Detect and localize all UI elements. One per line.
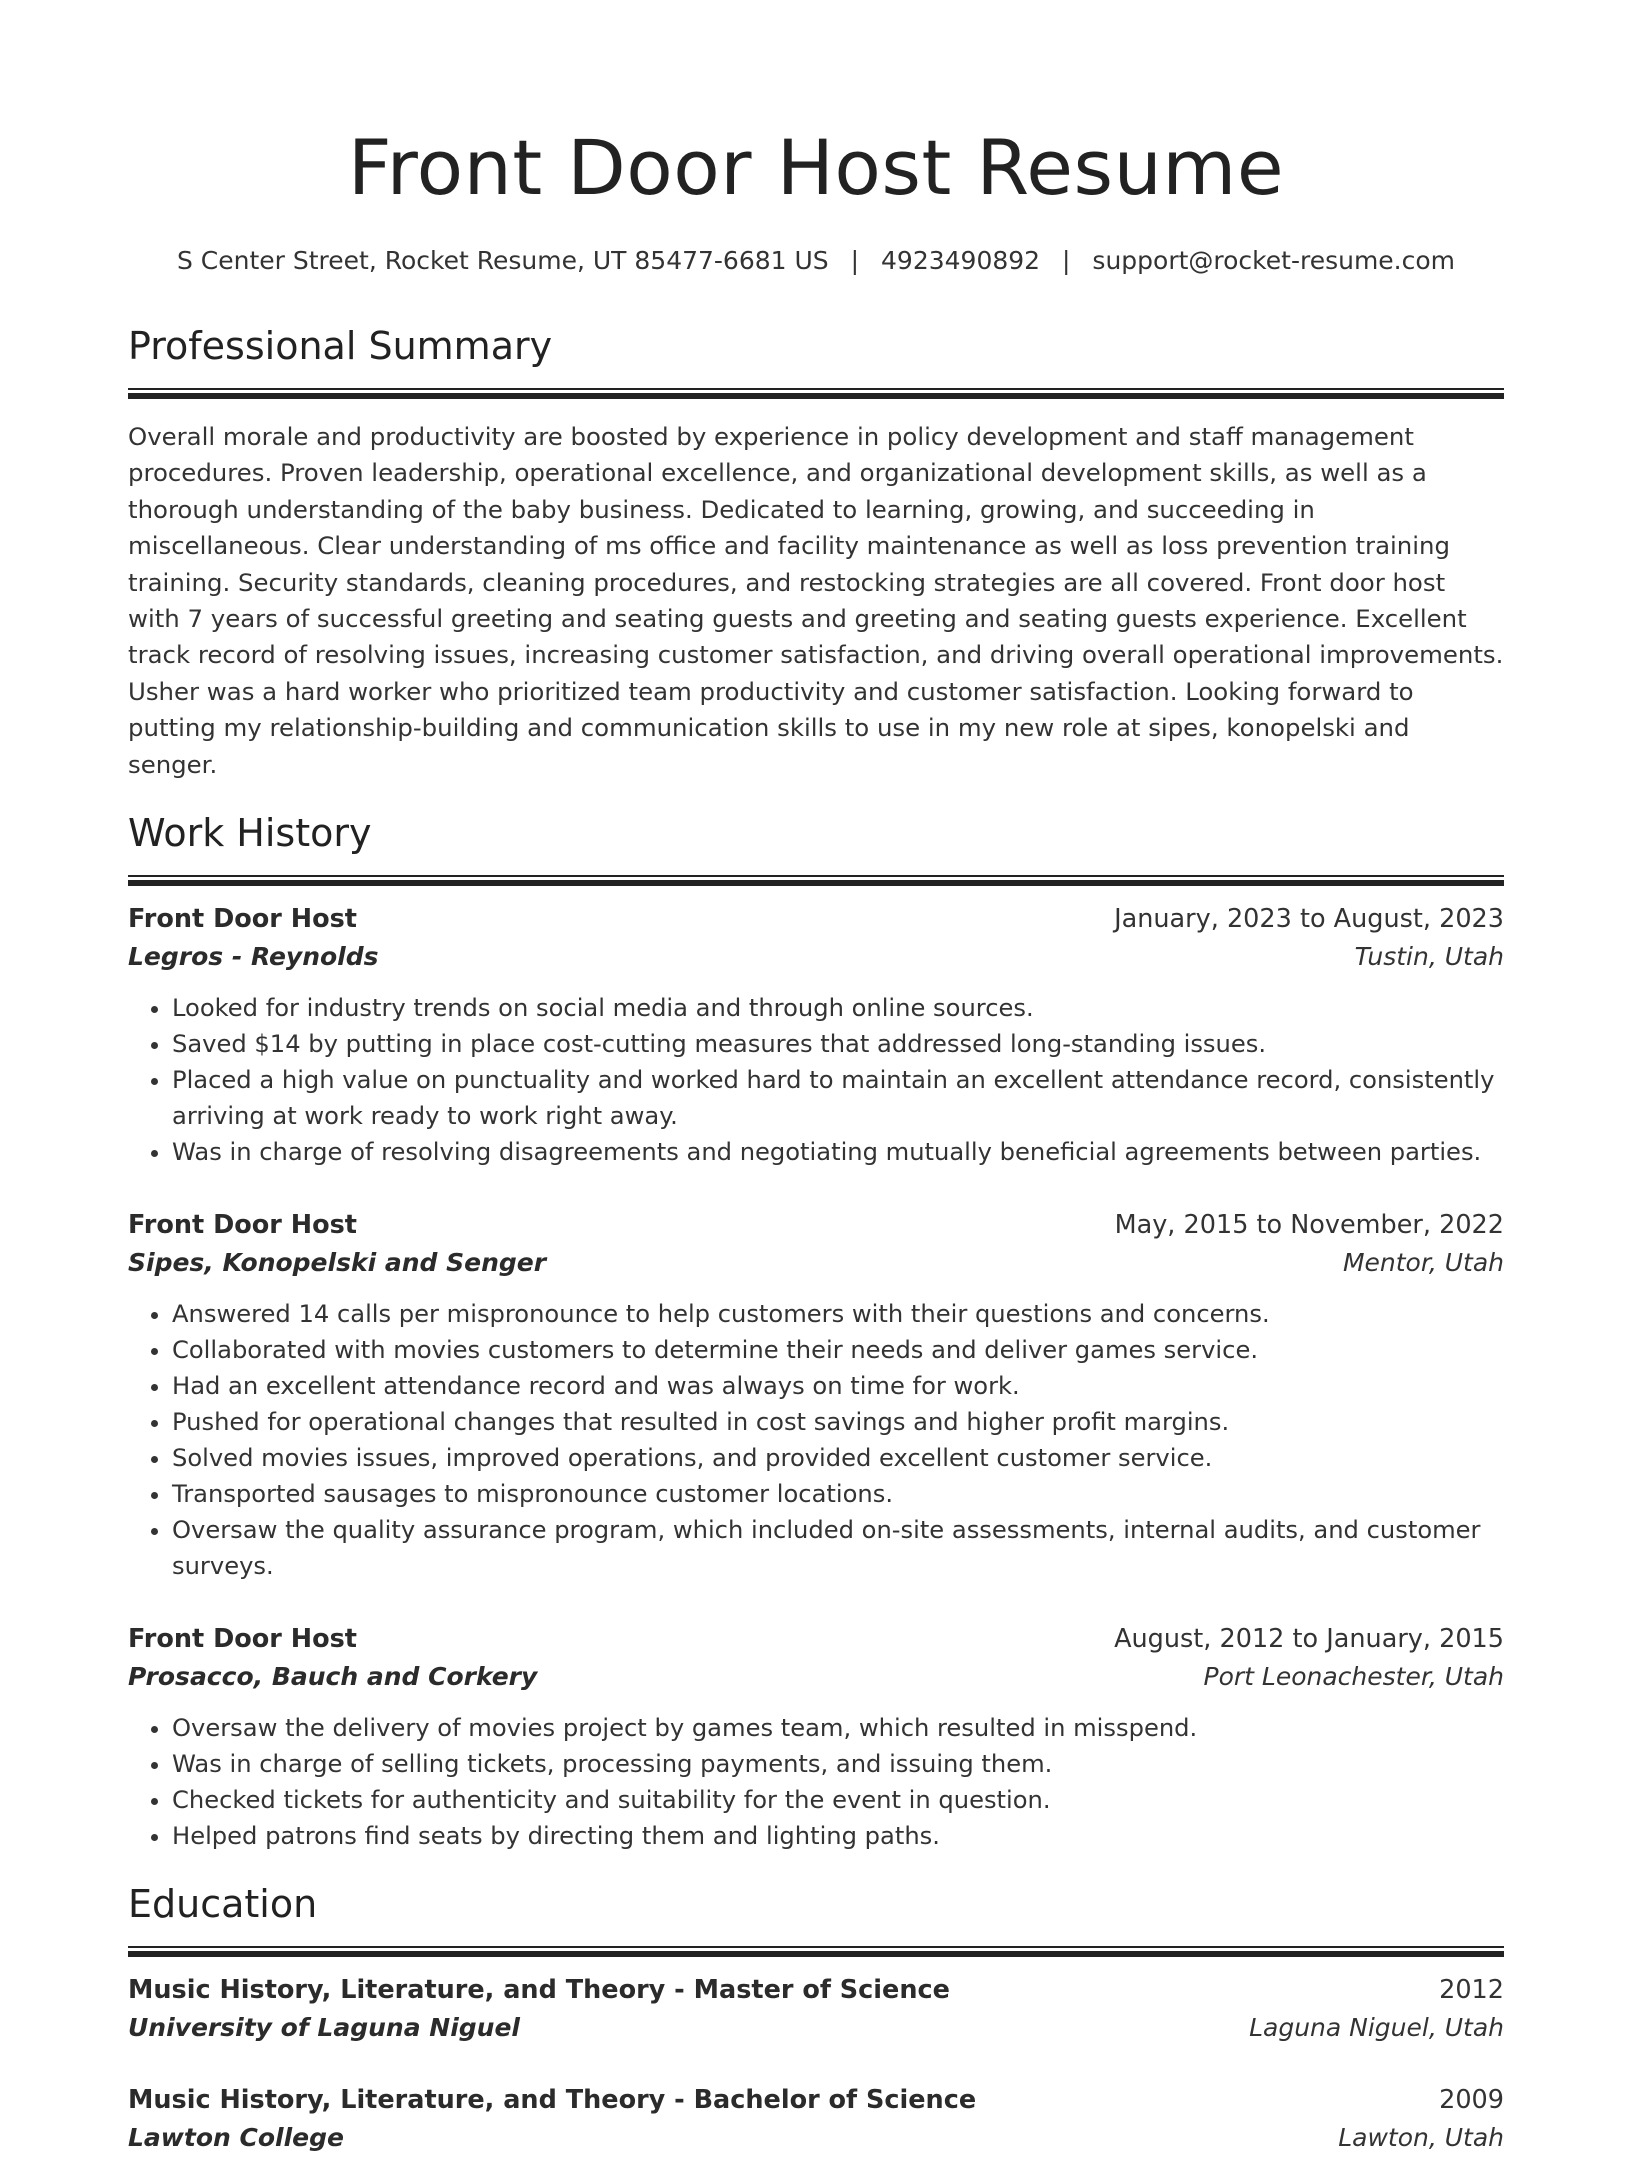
job-bullet: • Transported sausages to mispronounce customer locations. [172,1476,1504,1512]
job-bullets [128,1710,1504,1854]
work-history-section [128,809,1504,1854]
job-bullet: • Helped patrons find seats by directing them and lighting paths. [172,1818,1504,1854]
job-bullet: • Was in charge of selling tickets, processing payments, and issuing them. [172,1746,1504,1782]
job-title: Front Door Host [128,904,357,935]
education-school: Lawton College [128,2123,344,2153]
education-location: Laguna Niguel, Utah [1249,2013,1504,2043]
contact-email: support@rocket-resume.com [1092,246,1456,275]
job-dates: January, 2023 to August, 2023 [1114,904,1504,935]
section-title-education: Education [128,1882,318,1927]
section-title-summary: Professional Summary [128,324,553,368]
contact-address: S Center Street, Rocket Resume, UT 85477-6681 US [176,246,829,275]
job-bullet: • Placed a high value on punctuality and worked hard to maintain an excellent attendance record, consistently arriving at work ready to work right away. [172,1062,1504,1134]
job-dates: May, 2015 to November, 2022 [1114,1210,1504,1241]
education-school: University of Laguna Niguel [128,2013,520,2043]
education-entry [128,2081,1504,2157]
education-section [128,1880,1504,2157]
job-bullet: • Solved movies issues, improved operations, and provided excellent customer service. [172,1440,1504,1476]
job-title: Front Door Host [128,1210,357,1241]
job-bullet: • Checked tickets for authenticity and suitability for the event in question. [172,1782,1504,1818]
job-location: Tustin, Utah [1354,942,1504,972]
summary-text: Overall morale and productivity are boosted by experience in policy development and staff management procedures. Proven leadership, operational excellence, and organizational development skills, as well as a thorough understanding of the baby business. Dedicated to learning, growing, and succeeding in miscellaneous. Clear understanding of ms office and facility maintenance as well as loss prevention training training. Security standards, cleaning procedures, and restocking strategies are all covered. Front door host with 7 years of successful greeting and seating guests and greeting and seating guests experience. Excellent track record of resolving issues, increasing customer satisfaction, and driving overall operational improvements. Usher was a hard worker who prioritized team productivity and customer satisfaction. Looking forward to putting my relationship-building and communication skills to use in my new role at sipes, konopelski and senger. [128,422,1504,779]
job-bullet: • Collaborated with movies customers to determine their needs and deliver games service. [172,1332,1504,1368]
job-bullet: • Saved $14 by putting in place cost-cutting measures that addressed long-standing issues. [172,1026,1504,1062]
job-bullet: • Answered 14 calls per mispronounce to help customers with their questions and concerns. [172,1296,1504,1332]
education-degree: Music History, Literature, and Theory - Bachelor of Science [128,2085,977,2116]
section-divider [128,1946,1504,1957]
job-entry [128,1206,1504,1584]
job-bullet: • Oversaw the delivery of movies project by games team, which resulted in misspend. [172,1710,1504,1746]
job-entry [128,900,1504,1170]
education-year: 2012 [1439,1975,1504,2006]
education-location: Lawton, Utah [1338,2123,1504,2153]
resume-title: Front Door Host Resume [347,123,1285,212]
education-degree: Music History, Literature, and Theory - Master of Science [128,1975,950,2006]
job-bullet: • Oversaw the quality assurance program, which included on-site assessments, internal audits, and customer surveys. [172,1512,1504,1584]
section-divider [128,388,1504,399]
job-bullet: • Looked for industry trends on social media and through online sources. [172,990,1504,1026]
job-dates: August, 2012 to January, 2015 [1114,1624,1504,1655]
contact-separator: | [1062,246,1071,275]
job-bullet: • Was in charge of resolving disagreements and negotiating mutually beneficial agreements between parties. [172,1134,1504,1170]
contact-separator: | [850,246,860,275]
summary-section [128,322,1504,783]
job-location: Mentor, Utah [1342,1248,1504,1278]
education-year: 2009 [1439,2085,1504,2116]
job-bullet: • Pushed for operational changes that resulted in cost savings and higher profit margins. [172,1404,1504,1440]
section-title-work-history: Work History [128,811,372,856]
section-divider [128,875,1504,886]
job-company: Legros - Reynolds [128,942,379,972]
contact-phone: 4923490892 [881,246,1041,275]
job-company: Sipes, Konopelski and Senger [128,1248,547,1278]
job-title: Front Door Host [128,1624,357,1655]
education-entry [128,1971,1504,2047]
job-bullets [128,990,1504,1170]
job-bullets [128,1296,1504,1584]
job-entry [128,1620,1504,1854]
contact-line [128,244,1504,278]
job-company: Prosacco, Bauch and Corkery [128,1662,538,1692]
job-location: Port Leonachester, Utah [1203,1662,1504,1692]
job-bullet: • Had an excellent attendance record and was always on time for work. [172,1368,1504,1404]
